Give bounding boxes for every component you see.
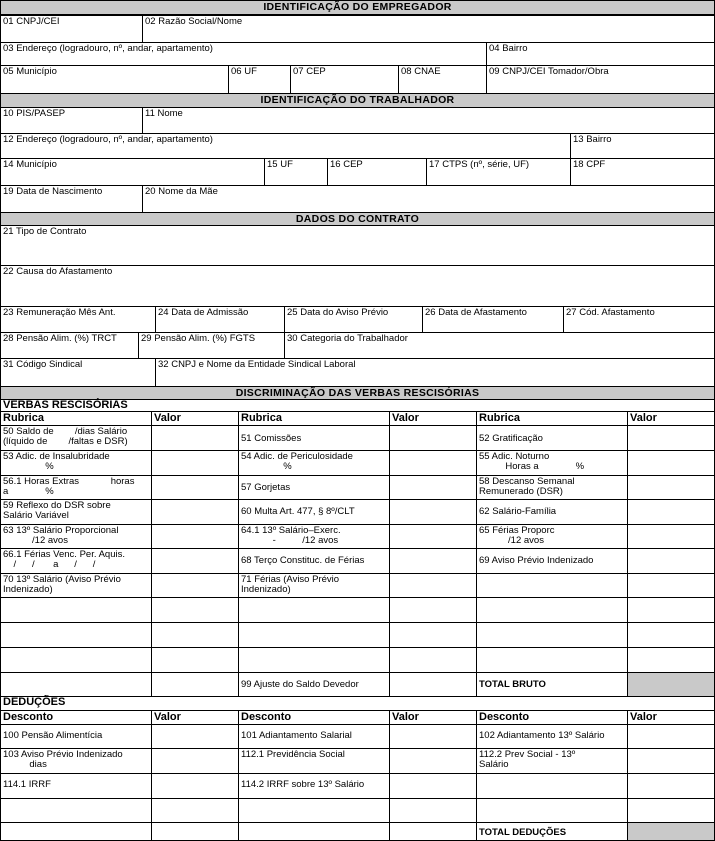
desconto-112-1-previdencia: 112.1 Previdência Social: [238, 748, 390, 774]
col-header-desconto-2: Desconto: [238, 710, 390, 725]
valor-empty[interactable]: [151, 822, 239, 841]
desconto-empty[interactable]: [238, 822, 390, 841]
field-05-municipio-empregador[interactable]: 05 Município: [0, 65, 229, 94]
total-bruto-value[interactable]: [627, 672, 715, 697]
valor-57[interactable]: [389, 475, 477, 500]
valor-empty[interactable]: [151, 622, 239, 648]
valor-empty[interactable]: [627, 773, 715, 799]
field-19-data-nascimento[interactable]: 19 Data de Nascimento: [0, 185, 143, 213]
field-22-causa-afastamento[interactable]: 22 Causa do Afastamento: [0, 265, 715, 307]
valor-empty[interactable]: [627, 573, 715, 598]
col-header-valor-1: Valor: [151, 710, 239, 725]
valor-empty[interactable]: [151, 672, 239, 697]
col-header-rubrica-3: Rubrica: [476, 411, 628, 426]
field-12-endereco-trabalhador[interactable]: 12 Endereço (logradouro, nº, andar, apartamento): [0, 133, 571, 159]
rubrica-99-ajuste-saldo: 99 Ajuste do Saldo Devedor: [238, 672, 390, 697]
valor-70[interactable]: [151, 573, 239, 598]
rubrica-empty[interactable]: [0, 647, 152, 673]
valor-empty[interactable]: [389, 622, 477, 648]
section-header-trabalhador: IDENTIFICAÇÃO DO TRABALHADOR: [0, 93, 715, 108]
rubrica-51-comissoes: 51 Comissões: [238, 425, 390, 451]
rubrica-57-gorjetas: 57 Gorjetas: [238, 475, 390, 500]
field-28-pensao-trct[interactable]: 28 Pensão Alim. (%) TRCT: [0, 332, 139, 359]
valor-56-1[interactable]: [151, 475, 239, 500]
valor-empty[interactable]: [627, 647, 715, 673]
field-13-bairro-trabalhador[interactable]: 13 Bairro: [570, 133, 715, 159]
rubrica-70-13-aviso-previo: 70 13º Salário (Aviso Prévio Indenizado): [0, 573, 152, 598]
desconto-empty[interactable]: [238, 798, 390, 823]
valor-102[interactable]: [627, 724, 715, 749]
valor-59[interactable]: [151, 499, 239, 525]
valor-112-1[interactable]: [389, 748, 477, 774]
valor-empty[interactable]: [151, 798, 239, 823]
valor-empty[interactable]: [151, 597, 239, 623]
field-11-nome[interactable]: 11 Nome: [142, 107, 715, 134]
rubrica-52-gratificacao: 52 Gratificação: [476, 425, 628, 451]
field-27-cod-afastamento[interactable]: 27 Cód. Afastamento: [563, 306, 715, 333]
field-04-bairro-empregador[interactable]: 04 Bairro: [486, 42, 715, 66]
desconto-102-adiantamento-13: 102 Adiantamento 13º Salário: [476, 724, 628, 749]
total-deducoes-value[interactable]: [627, 822, 715, 841]
valor-71[interactable]: [389, 573, 477, 598]
valor-51[interactable]: [389, 425, 477, 451]
desconto-empty[interactable]: [476, 798, 628, 823]
col-header-desconto-3: Desconto: [476, 710, 628, 725]
col-header-rubrica-1: Rubrica: [0, 411, 152, 426]
field-15-uf-trabalhador[interactable]: 15 UF: [264, 158, 328, 186]
col-header-valor-2: Valor: [389, 710, 477, 725]
deducoes-subtitle: DEDUÇÕES: [0, 696, 715, 710]
total-deducoes-label: TOTAL DEDUÇÕES: [476, 822, 628, 841]
rubrica-60-multa-477: 60 Multa Art. 477, § 8º/CLT: [238, 499, 390, 525]
valor-112-2[interactable]: [627, 748, 715, 774]
rubrica-empty[interactable]: [0, 622, 152, 648]
valor-101[interactable]: [389, 724, 477, 749]
valor-103[interactable]: [151, 748, 239, 774]
valor-100[interactable]: [151, 724, 239, 749]
rubrica-55-adicional-noturno: 55 Adic. Noturno Horas a %: [476, 450, 628, 476]
valor-52[interactable]: [627, 425, 715, 451]
valor-68[interactable]: [389, 548, 477, 574]
rubrica-69-aviso-previo: 69 Aviso Prévio Indenizado: [476, 548, 628, 574]
valor-empty[interactable]: [627, 622, 715, 648]
valor-empty[interactable]: [389, 647, 477, 673]
valor-empty[interactable]: [389, 798, 477, 823]
valor-58[interactable]: [627, 475, 715, 500]
field-30-categoria[interactable]: 30 Categoria do Trabalhador: [284, 332, 715, 359]
desconto-101-adiantamento: 101 Adiantamento Salarial: [238, 724, 390, 749]
field-24-data-admissao[interactable]: 24 Data de Admissão: [155, 306, 285, 333]
col-header-valor-3: Valor: [627, 710, 715, 725]
valor-114-1[interactable]: [151, 773, 239, 799]
field-03-endereco-empregador[interactable]: 03 Endereço (logradouro, nº, andar, apartamento): [0, 42, 487, 66]
valor-64-1[interactable]: [389, 524, 477, 549]
rubrica-59-reflexo-dsr: 59 Reflexo do DSR sobre Salário Variável: [0, 499, 152, 525]
rubrica-54-periculosidade: 54 Adic. de Periculosidade %: [238, 450, 390, 476]
rubrica-65-ferias-proporcionais: 65 Férias Proporc /12 avos: [476, 524, 628, 549]
section-header-verbas: DISCRIMINAÇÃO DAS VERBAS RESCISÓRIAS: [0, 386, 715, 400]
valor-63[interactable]: [151, 524, 239, 549]
field-23-remuneracao[interactable]: 23 Remuneração Mês Ant.: [0, 306, 156, 333]
rubrica-68-terco-ferias: 68 Terço Constituc. de Férias: [238, 548, 390, 574]
field-25-data-aviso-previo[interactable]: 25 Data do Aviso Prévio: [284, 306, 423, 333]
desconto-112-2-previdencia-13: 112.2 Prev Social - 13º Salário: [476, 748, 628, 774]
desconto-114-2-irrf-13: 114.2 IRRF sobre 13º Salário: [238, 773, 390, 799]
col-header-desconto-1: Desconto: [0, 710, 152, 725]
desconto-empty[interactable]: [476, 773, 628, 799]
field-06-uf-empregador[interactable]: 06 UF: [228, 65, 291, 94]
valor-empty[interactable]: [389, 822, 477, 841]
valor-empty[interactable]: [151, 647, 239, 673]
rubrica-empty[interactable]: [476, 573, 628, 598]
valor-55[interactable]: [627, 450, 715, 476]
section-header-contrato: DADOS DO CONTRATO: [0, 212, 715, 226]
valor-66-1[interactable]: [151, 548, 239, 574]
field-02-razao-social[interactable]: 02 Razão Social/Nome: [142, 15, 715, 43]
field-08-cnae[interactable]: 08 CNAE: [398, 65, 487, 94]
valor-69[interactable]: [627, 548, 715, 574]
rubrica-empty[interactable]: [476, 597, 628, 623]
col-header-valor-3: Valor: [627, 411, 715, 426]
col-header-valor-2: Valor: [389, 411, 477, 426]
valor-53[interactable]: [151, 450, 239, 476]
field-14-municipio-trabalhador[interactable]: 14 Município: [0, 158, 265, 186]
valor-empty[interactable]: [389, 597, 477, 623]
col-header-valor-1: Valor: [151, 411, 239, 426]
field-26-data-afastamento[interactable]: 26 Data de Afastamento: [422, 306, 564, 333]
field-01-cnpj-cei[interactable]: 01 CNPJ/CEI: [0, 15, 143, 43]
field-20-nome-mae[interactable]: 20 Nome da Mãe: [142, 185, 715, 213]
rubrica-58-dsr: 58 Descanso Semanal Remunerado (DSR): [476, 475, 628, 500]
field-16-cep-trabalhador[interactable]: 16 CEP: [327, 158, 427, 186]
field-17-ctps[interactable]: 17 CTPS (nº, série, UF): [426, 158, 571, 186]
field-10-pis-pasep[interactable]: 10 PIS/PASEP: [0, 107, 143, 134]
desconto-103-aviso-previo: 103 Aviso Prévio Indenizado dias: [0, 748, 152, 774]
desconto-114-1-irrf: 114.1 IRRF: [0, 773, 152, 799]
rubrica-66-1-ferias-vencidas: 66.1 Férias Venc. Per. Aquis. / / a / /: [0, 548, 152, 574]
rubrica-empty[interactable]: [0, 597, 152, 623]
field-07-cep-empregador[interactable]: 07 CEP: [290, 65, 399, 94]
valor-empty[interactable]: [627, 798, 715, 823]
rubrica-50-saldo-salario: 50 Saldo de /dias Salário (líquido de /faltas e DSR): [0, 425, 152, 451]
desconto-empty[interactable]: [0, 822, 152, 841]
rubrica-empty[interactable]: [476, 647, 628, 673]
rubrica-empty[interactable]: [0, 672, 152, 697]
rubrica-empty[interactable]: [238, 597, 390, 623]
rubrica-53-insalubridade: 53 Adic. de Insalubridade %: [0, 450, 152, 476]
valor-62[interactable]: [627, 499, 715, 525]
desconto-100-pensao: 100 Pensão Alimentícia: [0, 724, 152, 749]
verbas-subtitle: VERBAS RESCISÓRIAS: [0, 399, 715, 412]
rubrica-empty[interactable]: [238, 647, 390, 673]
valor-50[interactable]: [151, 425, 239, 451]
rubrica-63-13-proporcional: 63 13º Salário Proporcional /12 avos: [0, 524, 152, 549]
valor-empty[interactable]: [627, 597, 715, 623]
rubrica-empty[interactable]: [476, 622, 628, 648]
field-21-tipo-contrato[interactable]: 21 Tipo de Contrato: [0, 225, 715, 266]
valor-54[interactable]: [389, 450, 477, 476]
total-bruto-label: TOTAL BRUTO: [476, 672, 628, 697]
rubrica-71-ferias-aviso-previo: 71 Férias (Aviso Prévio Indenizado): [238, 573, 390, 598]
field-09-cnpj-tomador[interactable]: 09 CNPJ/CEI Tomador/Obra: [486, 65, 715, 94]
rubrica-empty[interactable]: [238, 622, 390, 648]
field-18-cpf[interactable]: 18 CPF: [570, 158, 715, 186]
section-header-empregador: IDENTIFICAÇÃO DO EMPREGADOR: [0, 0, 715, 15]
col-header-rubrica-2: Rubrica: [238, 411, 390, 426]
rubrica-64-1-13-exercicio: 64.1 13º Salário–Exerc. - /12 avos: [238, 524, 390, 549]
desconto-empty[interactable]: [0, 798, 152, 823]
field-29-pensao-fgts[interactable]: 29 Pensão Alim. (%) FGTS: [138, 332, 285, 359]
valor-60[interactable]: [389, 499, 477, 525]
rubrica-62-salario-familia: 62 Salário-Família: [476, 499, 628, 525]
valor-65[interactable]: [627, 524, 715, 549]
field-32-entidade-sindical[interactable]: 32 CNPJ e Nome da Entidade Sindical Laboral: [155, 358, 715, 387]
valor-99[interactable]: [389, 672, 477, 697]
rubrica-56-1-horas-extras: 56.1 Horas Extras horas a %: [0, 475, 152, 500]
valor-114-2[interactable]: [389, 773, 477, 799]
field-31-codigo-sindical[interactable]: 31 Código Sindical: [0, 358, 156, 387]
